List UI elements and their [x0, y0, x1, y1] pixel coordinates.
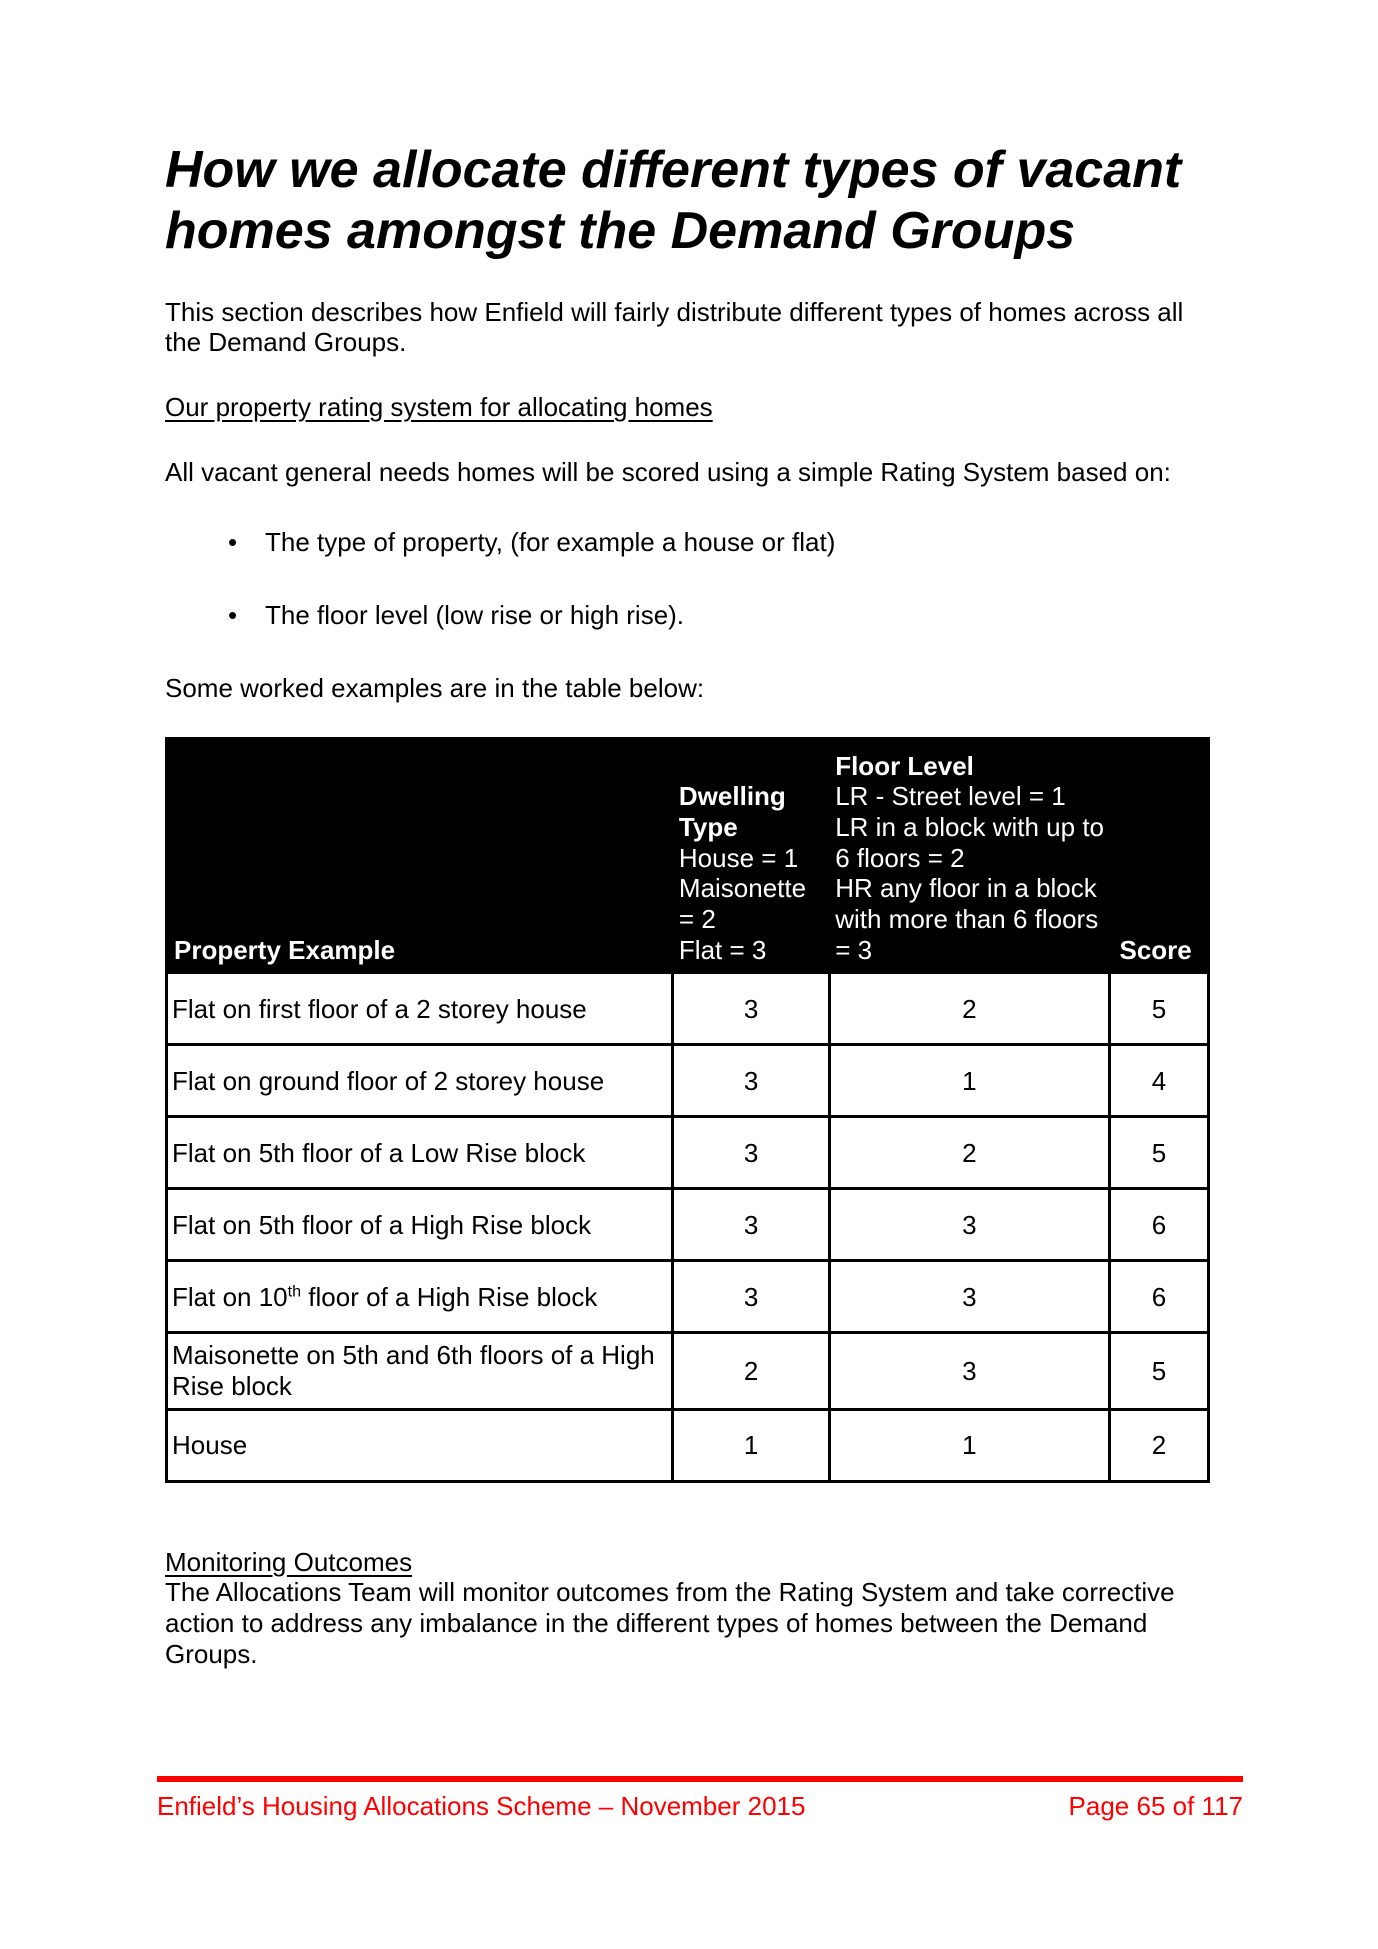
property-example-cell: Flat on 10th floor of a High Rise block	[167, 1261, 673, 1333]
bullet-icon: •	[228, 600, 238, 631]
dwelling-type-cell: 3	[673, 1189, 829, 1261]
intro-paragraph: This section describes how Enfield will fairly distribute different types of homes across all the Demand Groups.	[165, 296, 1184, 358]
floor-level-cell: 1	[829, 1045, 1109, 1117]
monitoring-paragraph: The Allocations Team will monitor outcomes from the Rating System and take corrective action to address any imbalance in the different types of homes between the Demand Groups.	[165, 1577, 1175, 1669]
column-header-dwelling-type: Dwelling Type House = 1 Maisonette = 2 Flat = 3	[673, 739, 829, 973]
column-header-floor-level: Floor Level LR - Street level = 1 LR in a block with up to 6 floors = 2 HR any floor in a block with more than 6 floors = 3	[829, 739, 1109, 973]
score-cell: 5	[1110, 1333, 1209, 1409]
dwelling-type-cell: 3	[673, 1045, 829, 1117]
floor-level-cell: 3	[829, 1261, 1109, 1333]
score-cell: 5	[1110, 973, 1209, 1045]
bullet-text: The type of property, (for example a house or flat)	[265, 527, 836, 558]
floor-level-cell: 3	[829, 1189, 1109, 1261]
footer-document-title: Enfield’s Housing Allocations Scheme – November 2015	[157, 1791, 806, 1821]
table-row	[167, 1409, 1209, 1481]
property-example-cell: Flat on 5th floor of a High Rise block	[167, 1189, 673, 1261]
floor-level-key: HR any floor in a block with more than 6 floors = 3	[835, 873, 1099, 965]
dwelling-type-cell: 3	[673, 1117, 829, 1189]
score-cell: 2	[1110, 1409, 1209, 1481]
floor-level-cell: 3	[829, 1333, 1109, 1409]
table-intro-paragraph: Some worked examples are in the table below:	[165, 672, 705, 703]
floor-level-key: LR in a block with up to 6 floors = 2	[835, 812, 1105, 873]
table-header-row	[167, 739, 1209, 973]
list-item	[165, 600, 1165, 631]
property-example-cell: Flat on 5th floor of a Low Rise block	[167, 1117, 673, 1189]
bullet-icon: •	[228, 527, 238, 558]
list-item	[165, 527, 1165, 558]
score-cell: 5	[1110, 1117, 1209, 1189]
footer-page-number: Page 65 of 117	[1068, 1791, 1243, 1821]
section-heading: Our property rating system for allocating homes	[165, 392, 713, 423]
column-header-property-example: Property Example	[167, 739, 673, 973]
table-row	[167, 1261, 1209, 1333]
dwelling-type-key: Maisonette = 2	[678, 873, 807, 935]
monitoring-heading: Monitoring Outcomes	[165, 1546, 413, 1577]
dwelling-type-key: House = 1	[678, 842, 799, 873]
property-example-cell: Maisonette on 5th and 6th floors of a High Rise block	[167, 1333, 673, 1409]
property-example-cell: Flat on ground floor of 2 storey house	[167, 1045, 673, 1117]
dwelling-type-key: Flat = 3	[678, 934, 767, 965]
table-row	[167, 1117, 1209, 1189]
floor-level-cell: 2	[829, 973, 1109, 1045]
floor-level-cell: 2	[829, 1117, 1109, 1189]
dwelling-type-cell: 3	[673, 1261, 829, 1333]
dwelling-type-cell: 1	[673, 1409, 829, 1481]
table-row	[167, 973, 1209, 1045]
bullet-list	[165, 527, 1210, 630]
table-row	[167, 1189, 1209, 1261]
page-title: How we allocate different types of vacant homes amongst the Demand Groups	[165, 141, 1182, 261]
score-cell: 6	[1110, 1189, 1209, 1261]
property-example-cell: House	[167, 1409, 673, 1481]
table-row	[167, 1333, 1209, 1409]
table-row	[167, 1045, 1209, 1117]
score-cell: 6	[1110, 1261, 1209, 1333]
page-footer	[157, 1776, 1243, 1822]
section-body-paragraph: All vacant general needs homes will be scored using a simple Rating System based on:	[165, 456, 1171, 487]
score-cell: 4	[1110, 1045, 1209, 1117]
property-example-cell: Flat on first floor of a 2 storey house	[167, 973, 673, 1045]
dwelling-type-cell: 2	[673, 1333, 829, 1409]
bullet-text: The floor level (low rise or high rise).	[265, 600, 685, 631]
ordinal-superscript: th	[287, 1281, 302, 1300]
column-header-score: Score	[1110, 739, 1209, 973]
floor-level-cell: 1	[829, 1409, 1109, 1481]
floor-level-key: LR - Street level = 1	[835, 781, 1066, 812]
monitoring-section	[165, 1547, 1210, 1670]
dwelling-type-cell: 3	[673, 973, 829, 1045]
property-rating-table	[165, 737, 1210, 1482]
